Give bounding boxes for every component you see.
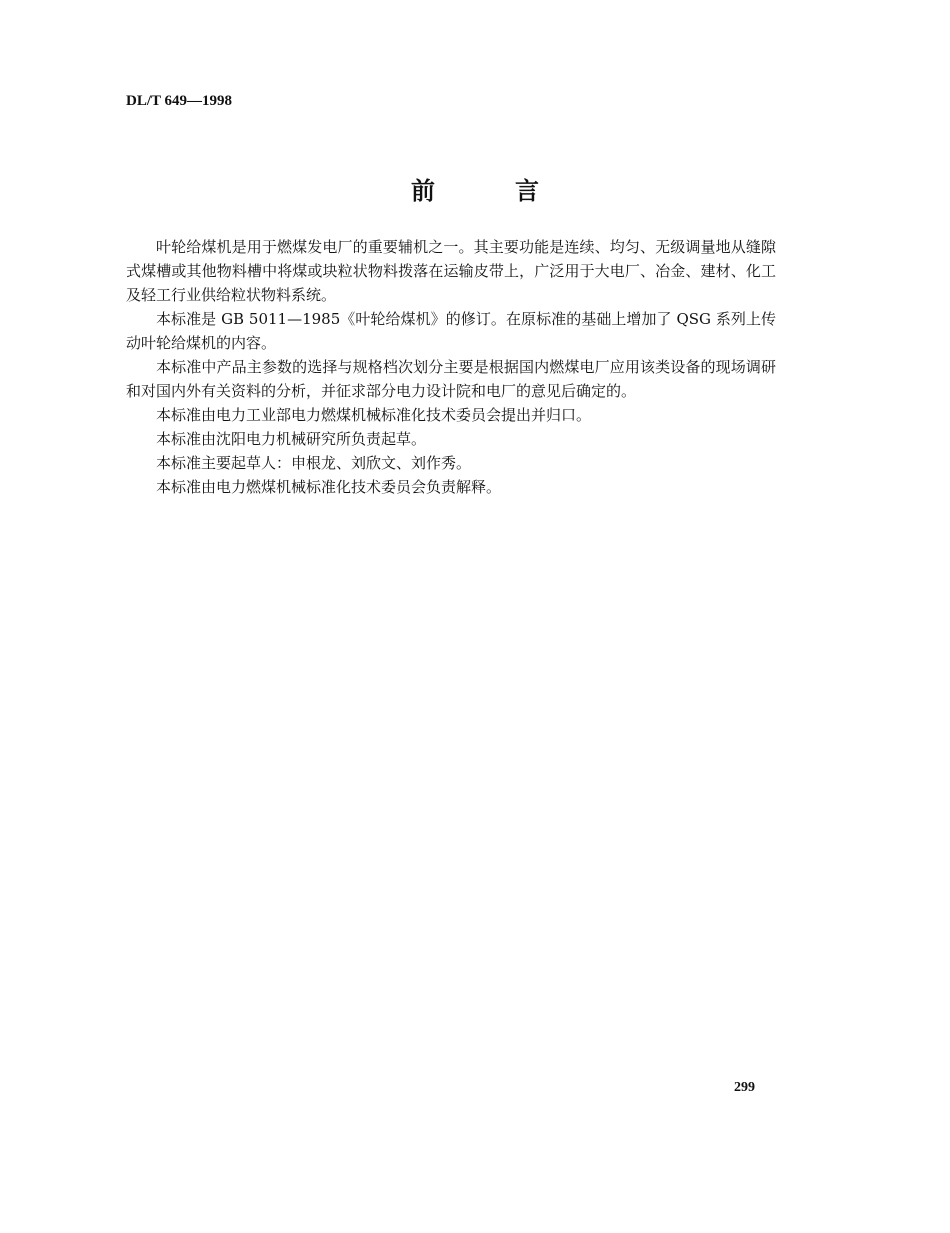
document-code: DL/T 649—1998 bbox=[126, 93, 232, 109]
page-number: 299 bbox=[734, 1080, 755, 1095]
paragraph-intro: 叶轮给煤机是用于燃煤发电厂的重要辅机之一。其主要功能是连续、均匀、无级调量地从缝隙式煤槽或其他物料槽中将煤或块粒状物料拨落在运输皮带上，广泛用于大电厂、冶金、建材、化工及轻工行业供给粒状物料系统。 bbox=[126, 238, 776, 304]
paragraph-drafter-org: 本标准由沈阳电力机械研究所负责起草。 bbox=[156, 430, 427, 448]
foreword-body bbox=[126, 235, 776, 499]
paragraph-revision: 本标准是 GB 5011—1985《叶轮给煤机》的修订。在原标准的基础上增加了 QSG 系列上传动叶轮给煤机的内容。 bbox=[126, 310, 776, 352]
page-title: 前言 bbox=[411, 176, 619, 205]
paragraph-interpretation: 本标准由电力燃煤机械标准化技术委员会负责解释。 bbox=[156, 478, 502, 496]
paragraph-drafters: 本标准主要起草人：申根龙、刘欣文、刘作秀。 bbox=[156, 454, 472, 472]
paragraph-parameters: 本标准中产品主参数的选择与规格档次划分主要是根据国内燃煤电厂应用该类设备的现场调研和对国内外有关资料的分析，并征求部分电力设计院和电厂的意见后确定的。 bbox=[126, 358, 776, 400]
paragraph-proposer: 本标准由电力工业部电力燃煤机械标准化技术委员会提出并归口。 bbox=[156, 406, 592, 424]
